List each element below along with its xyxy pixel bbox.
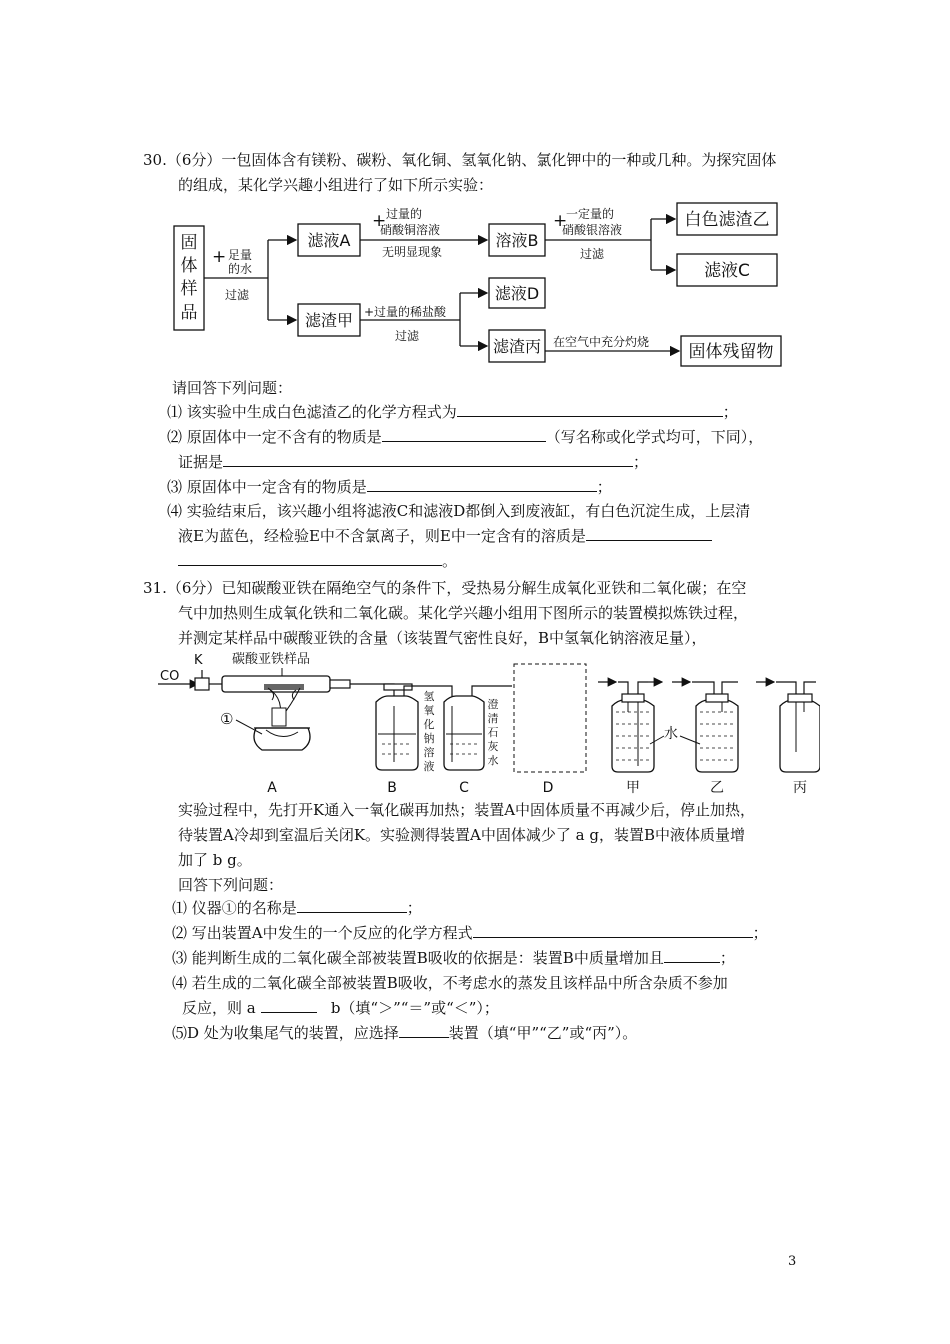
water-label-1: 足量: [228, 248, 253, 262]
q30-flow-diagram: [170, 198, 790, 370]
q30-part4-blank-2[interactable]: [178, 551, 442, 566]
no-change-label: 无明显现象: [382, 245, 443, 259]
cu-label-1: 过量的: [386, 207, 423, 221]
q31-part2-blank[interactable]: [473, 923, 753, 938]
q30-part4-end: 。: [442, 552, 458, 570]
naoh-char-5: 溶: [423, 746, 435, 759]
q30-part4-line3: [178, 551, 457, 571]
q30-part3-end: ；: [596, 478, 612, 496]
q30-part3-blank[interactable]: [367, 477, 597, 492]
water-label-2: 的水: [228, 262, 253, 276]
q30-evidence-blank[interactable]: [223, 452, 633, 467]
plus-sign-1: +: [212, 247, 227, 267]
limewater-char-3: 石: [487, 726, 499, 739]
ag-label-2: 硝酸银溶液: [562, 223, 623, 237]
sample-char-4: 品: [180, 303, 198, 323]
q30-part4-blank-1[interactable]: [586, 526, 712, 541]
q30-part2-blank[interactable]: [382, 427, 546, 442]
label-c: C: [459, 780, 469, 796]
label-yi: 乙: [710, 780, 724, 796]
q31-part5-note: 装置（填“甲”“乙”或“丙”）。: [448, 1024, 638, 1042]
q31-part1-blank[interactable]: [297, 898, 407, 913]
q31-part3: [172, 948, 735, 968]
q30-part2: [167, 427, 763, 447]
valve-k: [195, 678, 209, 690]
q31-part5-blank[interactable]: [399, 1023, 449, 1038]
filtrate-d-label: 滤液D: [494, 284, 540, 303]
q30-part4-line2: [178, 526, 712, 546]
q31-ask: 回答下列问题：: [178, 876, 284, 894]
alcohol-lamp: [254, 728, 310, 750]
cu-label-2: 硝酸铜溶液: [380, 223, 441, 237]
q31-stem-line3: 并测定某样品中碳酸亚铁的含量（该装置气密性良好，B中氢氧化钠溶液足量），: [178, 629, 707, 647]
bottle-b: [376, 696, 418, 770]
sample-label: 碳酸亚铁样品: [232, 652, 311, 667]
q31-part2: [172, 923, 768, 943]
q30-part1-blank[interactable]: [457, 402, 723, 417]
white-residue-label: 白色滤渣乙: [684, 210, 770, 230]
q31-exp-line2: 待装置A冷却到室温后关闭K。实验测得装置A中固体减少了 a g，装置B中液体质量增: [178, 826, 745, 844]
q31-part3-blank[interactable]: [664, 948, 720, 963]
q31-part4-line1: ⑷ 若生成的二氧化碳全部被装置B吸收，不考虑水的蒸发且该样品中所含杂质不参加: [172, 974, 728, 992]
q31-part3-end: ；: [719, 949, 735, 967]
q30-stem-line1: 30.（6分）一包固体含有镁粉、碳粉、氧化铜、氢氧化钠、氯化钾中的一种或几种。为探究固体: [143, 151, 777, 169]
q30-part2-note: （写名称或化学式均可，下同），: [545, 428, 764, 446]
q31-part5-text: ⑸D 处为收集尾气的装置，应选择: [172, 1024, 399, 1042]
page-number: 3: [788, 1254, 797, 1269]
q31-part2-text: ⑵ 写出装置A中发生的一个反应的化学方程式: [172, 924, 473, 942]
label-bing: 丙: [793, 780, 807, 796]
q31-part5: [172, 1023, 637, 1043]
filter-label-3: 过滤: [395, 329, 420, 343]
q31-part1: [172, 898, 422, 918]
solution-b-label: 溶液B: [495, 231, 539, 250]
sample-char-3: 样: [180, 279, 198, 299]
q31-exp-line1: 实验过程中，先打开K通入一氧化碳再加热；装置A中固体质量不再减少后，停止加热，: [178, 801, 756, 819]
plus-sign-3: +: [553, 211, 568, 231]
q30-part3-text: ⑶ 原固体中一定含有的物质是: [167, 478, 367, 496]
residue-jia-label: 滤渣甲: [304, 311, 354, 330]
q30-part1: [167, 402, 738, 422]
q30-part3: [167, 477, 612, 497]
q30-stem-line2: 的组成，某化学兴趣小组进行了如下所示实验：: [178, 176, 494, 194]
naoh-char-1: 氢: [423, 690, 435, 703]
bottle-c: [444, 696, 484, 770]
hcl-label: +过量的稀盐酸: [364, 305, 447, 319]
collection-area-d: [514, 664, 586, 772]
filter-label-1: 过滤: [225, 288, 250, 302]
label-a: A: [267, 780, 277, 796]
filter-label-2: 过滤: [580, 247, 605, 261]
q30-part2-evidence: [178, 452, 648, 472]
q31-part4-blank[interactable]: [261, 998, 317, 1013]
naoh-char-3: 化: [423, 718, 435, 731]
q31-part4-line2: [182, 998, 499, 1018]
q31-part1-text: ⑴ 仪器①的名称是: [172, 899, 297, 917]
naoh-char-6: 液: [423, 760, 435, 773]
q31-stem-line1: 31.（6分）已知碳酸亚铁在隔绝空气的条件下，受热易分解生成氧化亚铁和二氧化碳；在空: [143, 579, 747, 597]
q30-evidence-end: ；: [633, 453, 649, 471]
limewater-char-5: 水: [487, 754, 499, 767]
label-d: D: [542, 780, 554, 796]
filtrate-c-label: 滤液C: [704, 261, 750, 281]
burn-label: 在空气中充分灼烧: [553, 335, 650, 349]
q30-part4-line1: ⑷ 实验结束后，该兴趣小组将滤液C和滤液D都倒入到废液缸，有白色沉淀生成，上层清: [167, 502, 751, 520]
sample-char-2: 体: [180, 256, 198, 276]
q30-ask: 请回答下列问题：: [172, 379, 293, 397]
label-jia: 甲: [626, 780, 640, 796]
q31-part4-note: b（填“＞”“＝”或“＜”）；: [330, 999, 499, 1017]
sample-char-1: 固: [180, 233, 198, 253]
circle-one-label: ①: [220, 710, 234, 728]
k-label: K: [194, 653, 203, 668]
residue-bing-label: 滤渣丙: [492, 337, 542, 356]
q30-part1-end: ；: [722, 403, 738, 421]
naoh-char-4: 钠: [423, 732, 435, 745]
limewater-char-2: 清: [487, 712, 499, 725]
q30-evidence-text: 证据是: [178, 453, 224, 471]
limewater-char-4: 灰: [487, 740, 499, 753]
q30-part1-text: ⑴ 该实验中生成白色滤渣乙的化学方程式为: [167, 403, 457, 421]
solid-residue-label: 固体残留物: [688, 342, 774, 362]
naoh-char-2: 氧: [423, 704, 435, 717]
q31-part3-text: ⑶ 能判断生成的二氧化碳全部被装置B吸收的依据是：装置B中质量增加且: [172, 949, 664, 967]
co-label: CO: [160, 669, 180, 684]
q31-apparatus-diagram: [150, 650, 820, 798]
q31-part2-end: ；: [752, 924, 768, 942]
q31-part4-text: 反应，则 a: [182, 999, 256, 1017]
label-b: B: [387, 780, 397, 796]
q31-part1-end: ；: [406, 899, 422, 917]
filtrate-a-label: 滤液A: [307, 231, 351, 250]
bottle-bing: [780, 700, 820, 772]
ag-label-1: 一定量的: [566, 207, 615, 221]
q31-stem-line2: 气中加热则生成氧化铁和二氧化碳。某化学兴趣小组用下图所示的装置模拟炼铁过程，: [178, 604, 749, 622]
q31-exp-line3: 加了 b g。: [178, 851, 252, 869]
limewater-char-1: 澄: [487, 698, 499, 711]
water-label: 水: [664, 726, 678, 742]
q30-part2-text: ⑵ 原固体中一定不含有的物质是: [167, 428, 382, 446]
plus-sign-2: +: [372, 211, 387, 231]
q30-part4-text: 液E为蓝色，经检验E中不含氯离子，则E中一定含有的溶质是: [178, 527, 586, 545]
